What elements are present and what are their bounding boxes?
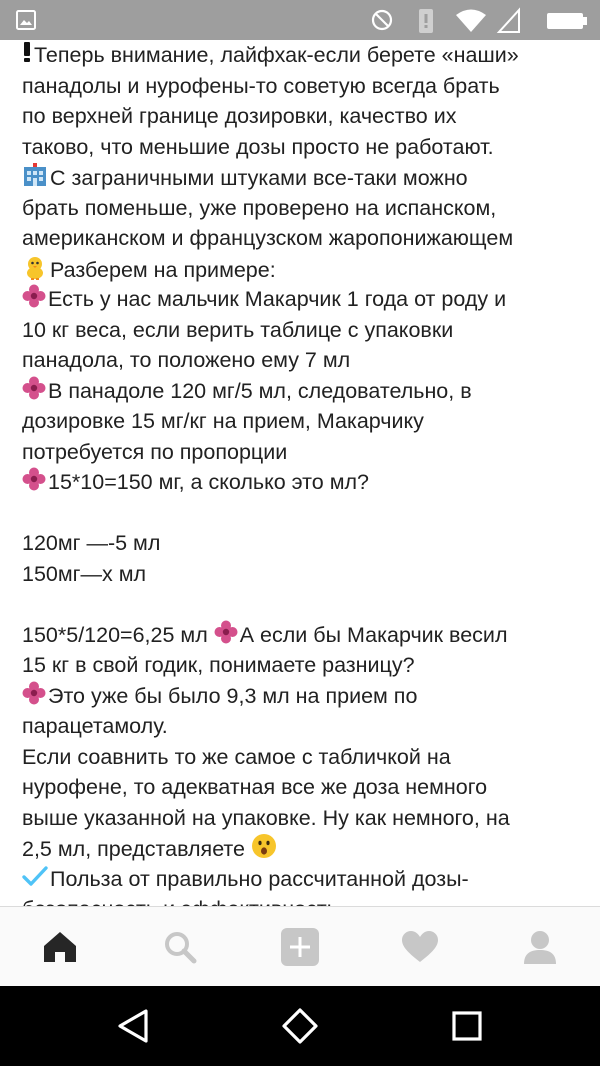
caption-text: 15*10=150 мг, а сколько это мл? <box>48 470 369 494</box>
flower-icon <box>22 467 46 500</box>
caption-text: потребуется по пропорции <box>22 439 288 464</box>
caption-line <box>22 650 582 681</box>
caption-text: 120мг —-5 мл <box>22 531 161 555</box>
search-icon <box>162 929 198 965</box>
caption-line <box>22 315 582 346</box>
caption-line <box>22 40 582 71</box>
caption-line <box>22 71 582 102</box>
caption-text: Польза от правильно рассчитанной дозы- <box>50 866 469 891</box>
nav-search[interactable] <box>120 907 240 987</box>
status-bar <box>0 0 600 40</box>
nav-home[interactable] <box>0 907 120 987</box>
alert-icon <box>414 8 438 34</box>
caption-text: Если соавнить то же самое с табличкой на <box>22 744 451 769</box>
surprised-face-icon <box>251 833 277 868</box>
caption-text: парацетамолу. <box>22 714 168 738</box>
flower-icon <box>22 284 46 317</box>
caption-text: по верхней границе дозировки, качество их <box>22 104 457 128</box>
hospital-icon <box>22 162 48 197</box>
add-post-icon <box>280 927 320 967</box>
signal-icon <box>497 8 521 34</box>
caption-text: Разберем на примере: <box>50 257 276 282</box>
caption-line <box>22 345 582 376</box>
caption-line <box>22 376 582 407</box>
home-circle-icon <box>281 1007 319 1045</box>
home-icon <box>42 930 78 964</box>
chick-icon <box>22 254 48 289</box>
nav-add-post[interactable] <box>240 907 360 987</box>
caption-text: 150*5/120=6,25 мл <box>22 622 208 647</box>
caption-line <box>22 498 582 529</box>
system-home-button[interactable] <box>250 986 350 1066</box>
do-not-disturb-icon <box>370 8 394 32</box>
caption-text: нурофене, то адекватная все же доза немного <box>22 775 488 799</box>
caption-line <box>22 162 582 193</box>
caption-text: 2,5 мл, представляете <box>22 836 245 861</box>
caption-line <box>22 193 582 224</box>
system-back-button[interactable] <box>83 986 183 1066</box>
caption-text: 10 кг веса, если верить таблице с упаковки <box>22 317 454 342</box>
nav-profile[interactable] <box>480 907 600 987</box>
check-icon <box>22 864 48 897</box>
caption-text: американском и французском жаропонижающем <box>22 226 514 250</box>
caption-text: панадола, то положено ему 7 мл <box>22 348 351 372</box>
caption-line <box>22 864 582 895</box>
caption-line <box>22 772 582 803</box>
caption-text: 15 кг в свой годик, понимаете разницу? <box>22 653 415 677</box>
wifi-icon <box>455 8 487 34</box>
caption-text: Есть у нас мальчик Макарчик 1 года от роду и <box>48 287 507 311</box>
caption-line <box>22 467 582 498</box>
caption-line <box>22 101 582 132</box>
caption-text: выше указанной на упаковке. Ну как немного, на <box>22 805 510 830</box>
caption-text: панадолы и нурофены-то советую всегда брать <box>22 73 500 98</box>
caption-line <box>22 589 582 620</box>
caption-line <box>22 223 582 254</box>
caption-line <box>22 803 582 834</box>
caption-text: Теперь внимание, лайфхак-если берете «наши» <box>34 43 519 67</box>
caption-text: А если бы Макарчик весил <box>239 622 508 647</box>
flower-icon <box>22 681 46 714</box>
nav-activity[interactable] <box>360 907 480 987</box>
caption-line <box>22 681 582 712</box>
caption-line <box>22 833 582 864</box>
caption-line <box>22 620 582 651</box>
caption-line <box>22 132 582 163</box>
flower-icon <box>214 620 238 653</box>
caption-text: С заграничными штуками все-таки можно <box>50 165 468 190</box>
post-caption <box>22 40 582 906</box>
caption-text: дозировке 15 мг/кг на прием, Макарчику <box>22 409 424 433</box>
caption-line <box>22 711 582 742</box>
caption-text: таково, что меньшие дозы просто не работают. <box>22 134 494 159</box>
caption-text: брать поменьше, уже проверено на испанском, <box>22 195 497 220</box>
caption-text: 150мг—х мл <box>22 561 147 586</box>
image-icon <box>14 8 38 32</box>
caption-text: В панадоле 120 мг/5 мл, следовательно, в <box>48 378 472 403</box>
back-icon <box>116 1008 150 1044</box>
battery-icon <box>546 10 588 32</box>
caption-line <box>22 406 582 437</box>
caption-line <box>22 742 582 773</box>
caption-line <box>22 437 582 468</box>
heart-icon <box>401 930 439 964</box>
caption-line <box>22 254 582 285</box>
recents-icon <box>451 1010 483 1042</box>
caption-text: Это уже бы было 9,3 мл на прием по <box>48 683 418 708</box>
caption-line <box>22 528 582 559</box>
caption-line <box>22 284 582 315</box>
exclamation-icon <box>22 41 32 72</box>
system-recents-button[interactable] <box>417 986 517 1066</box>
flower-icon <box>22 376 46 409</box>
bottom-nav <box>0 906 600 987</box>
profile-icon <box>522 929 558 965</box>
system-nav-bar <box>0 986 600 1066</box>
caption-line <box>22 559 582 590</box>
